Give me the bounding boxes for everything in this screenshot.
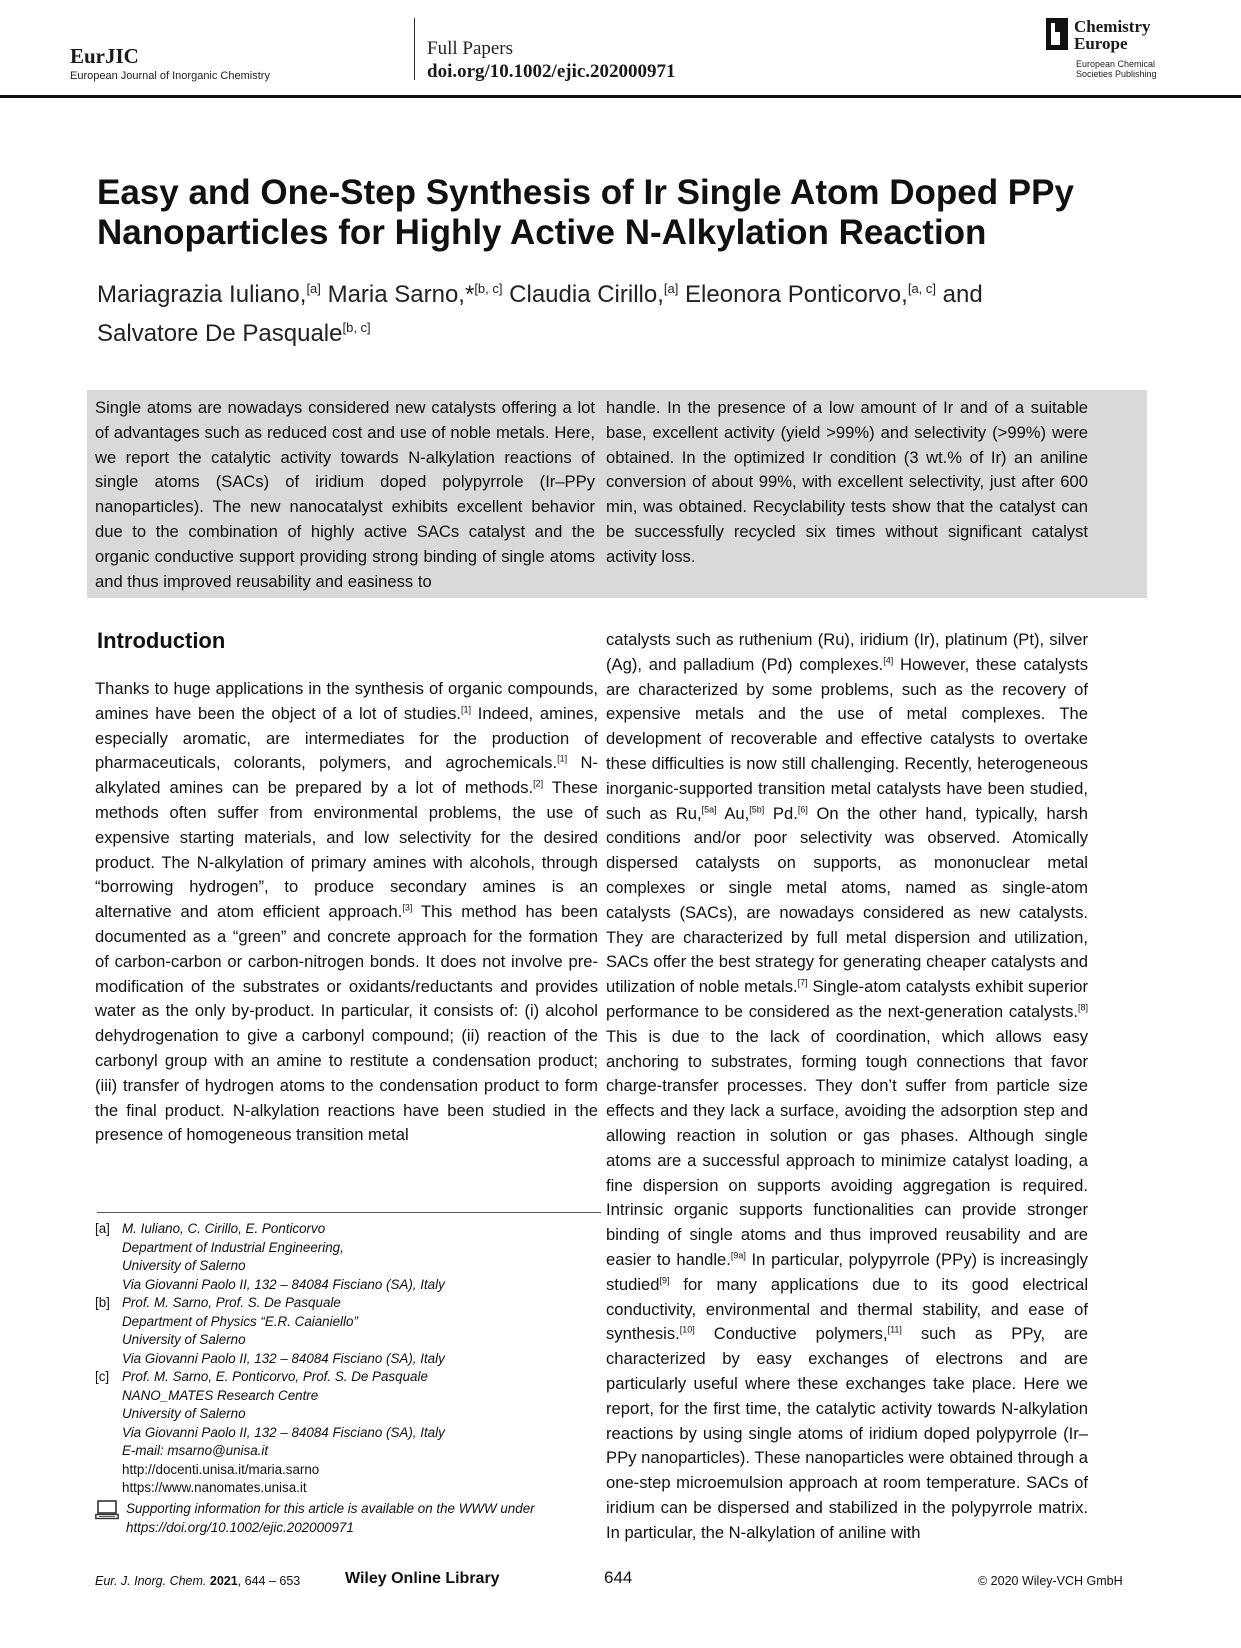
body-text: In particular, polypyrrole (PPy) is increasingly studied bbox=[606, 1249, 1088, 1294]
body-text: Conductive polymers, bbox=[694, 1324, 888, 1344]
computer-icon bbox=[95, 1500, 119, 1520]
author-affiliation: [a] bbox=[663, 281, 679, 296]
publisher-sub-line2: Societies Publishing bbox=[1076, 69, 1157, 79]
affiliation-line: Prof. M. Sarno, Prof. S. De Pasquale bbox=[122, 1295, 341, 1310]
email-link[interactable]: E-mail: msarno@unisa.it bbox=[122, 1443, 269, 1458]
affiliation-b bbox=[95, 1294, 605, 1368]
affiliation-line: University of Salerno bbox=[122, 1406, 246, 1421]
citation-ref[interactable]: [10] bbox=[679, 1324, 695, 1335]
author-conjunction: and bbox=[936, 281, 983, 308]
body-text: Pd. bbox=[764, 803, 798, 823]
citation-ref[interactable]: [7] bbox=[797, 977, 808, 988]
body-text: This method has been documented as a “green” and concrete approach for the formation of carbon-carbon or carbon-nitrogen bonds. It does not involve pre-modification of the substrates or oxidants/reductants and provides water as the only by-product. In particular, it consists of: (i) alcohol dehydrogenation to give a carbonyl compound; (ii) reaction of the carbonyl group with an amine to restitute a condensation product; (iii) transfer of hydrogen atoms to the condensation product to form the final product. N-alkylation reactions have been studied in the presence of homogeneous transition metal bbox=[95, 902, 598, 1145]
author-affiliation: [a, c] bbox=[907, 281, 937, 296]
body-text: These methods often suffer from environmental problems, the use of expensive starting materials, and low selectivity for the desired product. The N-alkylation of primary amines with alcohols, through “borrowing hydrogen”, to produce secondary amines is an alternative and atom efficient approach. bbox=[95, 778, 598, 922]
section-heading-introduction: Introduction bbox=[97, 628, 226, 653]
journal-full-name: European Journal of Inorganic Chemistry bbox=[70, 70, 270, 82]
citation-ref[interactable]: [1] bbox=[557, 753, 568, 764]
author-name: Eleonora Ponticorvo, bbox=[678, 281, 908, 308]
title-line-2: Nanoparticles for Highly Active N-Alkylation Reaction bbox=[97, 213, 987, 252]
publisher-name bbox=[1074, 18, 1150, 52]
footnote-rule bbox=[97, 1212, 601, 1213]
homepage-link[interactable]: http://docenti.unisa.it/maria.sarno bbox=[122, 1461, 320, 1477]
author-name: Maria Sarno,* bbox=[320, 281, 475, 308]
affiliation-a bbox=[95, 1220, 605, 1294]
page-number: 644 bbox=[604, 1568, 633, 1587]
body-text: N-alkylated amines can be prepared by a lot of methods. bbox=[95, 753, 598, 798]
author-affiliation: [b, c] bbox=[342, 320, 371, 335]
affiliation-line: Prof. M. Sarno, E. Ponticorvo, Prof. S. De Pasquale bbox=[122, 1369, 428, 1384]
journal-abbreviation: EurJIC bbox=[70, 44, 139, 68]
affiliation-tag: [a] bbox=[95, 1221, 110, 1236]
citation-ref[interactable]: [3] bbox=[402, 902, 413, 913]
author-name: Claudia Cirillo, bbox=[502, 281, 664, 308]
citation-ref[interactable]: [5b] bbox=[749, 804, 765, 815]
affiliation-list bbox=[95, 1220, 605, 1498]
citation-pages: , 644 – 653 bbox=[237, 1574, 301, 1588]
affiliation-tag: [c] bbox=[95, 1369, 110, 1384]
citation-ref[interactable]: [2] bbox=[533, 778, 544, 789]
author-affiliation: [b, c] bbox=[474, 281, 503, 296]
header-divider bbox=[414, 18, 415, 80]
author-list bbox=[97, 272, 1157, 350]
author-name: Mariagrazia Iuliano, bbox=[97, 281, 307, 308]
body-text: Indeed, amines, especially aromatic, are intermediates for the production of pharmaceuticals, colorants, polymers, and agrochemicals. bbox=[95, 703, 598, 773]
citation-ref[interactable]: [1] bbox=[461, 704, 472, 715]
header-rule bbox=[0, 95, 1241, 98]
publisher-name-line1: Chemistry bbox=[1074, 17, 1151, 36]
section-type: Full Papers bbox=[427, 38, 514, 59]
affiliation-c bbox=[95, 1368, 605, 1498]
citation-ref[interactable]: [5a] bbox=[701, 804, 717, 815]
footer-citation bbox=[95, 1574, 300, 1588]
supporting-info-link[interactable]: https://doi.org/10.1002/ejic.202000971 bbox=[126, 1519, 354, 1535]
affiliation-line: Via Giovanni Paolo II, 132 – 84084 Fisciano (SA), Italy bbox=[122, 1276, 445, 1292]
body-left-column bbox=[95, 677, 598, 1148]
group-website-link[interactable]: https://www.nanomates.unisa.it bbox=[122, 1480, 307, 1495]
article-title bbox=[97, 173, 1157, 253]
citation-ref[interactable]: [6] bbox=[797, 804, 808, 815]
affiliation-line: NANO_MATES Research Centre bbox=[122, 1387, 319, 1403]
citation-year: 2021 bbox=[209, 1574, 238, 1588]
citation-ref[interactable]: [4] bbox=[883, 655, 894, 666]
body-text: However, these catalysts are characterized by some problems, such as the recovery of expensive metals and the use of metal complexes. The development of recoverable and effective catalysts to overtake these difficulties is now still challenging. Recently, heterogeneous inorganic-supported transition metal catalysts have been studied, such as Ru, bbox=[606, 654, 1088, 823]
publisher-name-line2: Europe bbox=[1074, 34, 1128, 53]
citation-ref[interactable]: [8] bbox=[1077, 1002, 1088, 1013]
supporting-info-text: Supporting information for this article is available on the WWW under bbox=[126, 1501, 535, 1516]
body-text: for many applications due to its good electrical conductivity, environmental and thermal stability, and ease of synthesis. bbox=[606, 1274, 1088, 1344]
body-text: Thanks to huge applications in the synthesis of organic compounds, amines have been the object of a lot of studies. bbox=[95, 679, 598, 723]
copyright-notice: © 2020 Wiley-VCH GmbH bbox=[978, 1574, 1123, 1588]
citation-ref[interactable]: [11] bbox=[887, 1324, 902, 1335]
publisher-sub-line1: European Chemical bbox=[1076, 59, 1156, 69]
author-name: Salvatore De Pasquale bbox=[97, 320, 343, 347]
body-right-column bbox=[606, 628, 1088, 1545]
citation-ref[interactable]: [9a] bbox=[730, 1250, 746, 1261]
chemistry-europe-logo-icon bbox=[1046, 18, 1068, 50]
body-text: catalysts such as ruthenium (Ru), iridium (Ir), platinum (Pt), silver (Ag), and palladium (Pd) complexes. bbox=[606, 630, 1088, 674]
affiliation-line: M. Iuliano, C. Cirillo, E. Ponticorvo bbox=[122, 1221, 326, 1236]
publisher-subtitle bbox=[1076, 59, 1157, 79]
wiley-online-library-link[interactable]: Wiley Online Library bbox=[345, 1570, 500, 1587]
body-text: On the other hand, typically, harsh conditions and/or poor selectivity was observed. Atomically dispersed catalysts on supports, as mononuclear metal complexes or single metal atoms, named as single-atom catalysts (SACs), are nowadays considered as new catalysts. They are characterized by full metal dispersion and utilization, SACs offer the best strategy for generating cheaper catalysts and utilization of noble metals. bbox=[606, 803, 1088, 997]
citation-ref[interactable]: [9] bbox=[659, 1275, 670, 1286]
affiliation-line: University of Salerno bbox=[122, 1332, 246, 1347]
affiliation-line: University of Salerno bbox=[122, 1258, 246, 1273]
body-text: Single-atom catalysts exhibit superior performance to be considered as the next-generation catalysts. bbox=[606, 977, 1089, 1021]
body-text: This is due to the lack of coordination, which allows easy anchoring to substrates, forming tough connections that favor charge-transfer processes. They don’t suffer from particle size effects and they lack a surface, avoiding the adsorption step and allowing reaction in solution or gas phases. Although single atoms are a successful approach to minimize catalyst loading, a fine dispersion on supports avoiding aggregation is required. Intrinsic organic supports functionalities can provide stronger binding of single atoms and thus improved reusability and are easier to handle. bbox=[606, 1026, 1088, 1269]
affiliation-line: Via Giovanni Paolo II, 132 – 84084 Fisciano (SA), Italy bbox=[122, 1424, 445, 1440]
affiliation-line: Via Giovanni Paolo II, 132 – 84084 Fisciano (SA), Italy bbox=[122, 1350, 445, 1366]
body-text: Au, bbox=[716, 803, 750, 823]
body-text: such as PPy, are characterized by easy exchanges of electrons and are particularly useful where these exchanges take place. Here we report, for the first time, the catalytic activity towards N-alkylation reactions by using single atoms of iridium doped polypyrrole (Ir–PPy nanoparticles). These nanoparticles were obtained through a one-step microemulsion approach at room temperature. SACs of iridium can be dispersed and stabilized in the polypyrrole matrix. In particular, the N-alkylation of aniline with bbox=[606, 1324, 1088, 1542]
affiliation-line: Department of Industrial Engineering, bbox=[122, 1239, 344, 1255]
author-affiliation: [a] bbox=[306, 281, 321, 296]
affiliation-line: Department of Physics “E.R. Caianiello” bbox=[122, 1313, 358, 1329]
citation-journal: Eur. J. Inorg. Chem. bbox=[95, 1574, 207, 1588]
abstract-right-column: handle. In the presence of a low amount of Ir and of a suitable base, excellent activity (yield >99%) and selectivity (>99%) were obtained. In the optimized Ir condition (3 wt.% of Ir) an aniline conversion of about 99%, with excellent selectivity, just after 600 min, was obtained. Recyclability tests show that the catalyst can be successfully recycled six times without significant catalyst activity loss. bbox=[606, 398, 1088, 566]
affiliation-tag: [b] bbox=[95, 1295, 110, 1310]
title-line-1: Easy and One-Step Synthesis of Ir Single Atom Doped PPy bbox=[97, 173, 1074, 212]
abstract-left-column: Single atoms are nowadays considered new catalysts offering a lot of advantages such as reduced cost and use of noble metals. Here, we report the catalytic activity towards N-alkylation reactions of single atoms (SACs) of iridium doped polypyrrole (Ir–PPy nanoparticles). The new nanocatalyst exhibits excellent behavior due to the combination of highly active SACs catalyst and the organic conductive support providing strong binding of single atoms and thus improved reusability and easiness to bbox=[95, 398, 595, 591]
doi-link[interactable]: doi.org/10.1002/ejic.202000971 bbox=[427, 61, 676, 82]
supporting-info-note bbox=[95, 1500, 605, 1537]
